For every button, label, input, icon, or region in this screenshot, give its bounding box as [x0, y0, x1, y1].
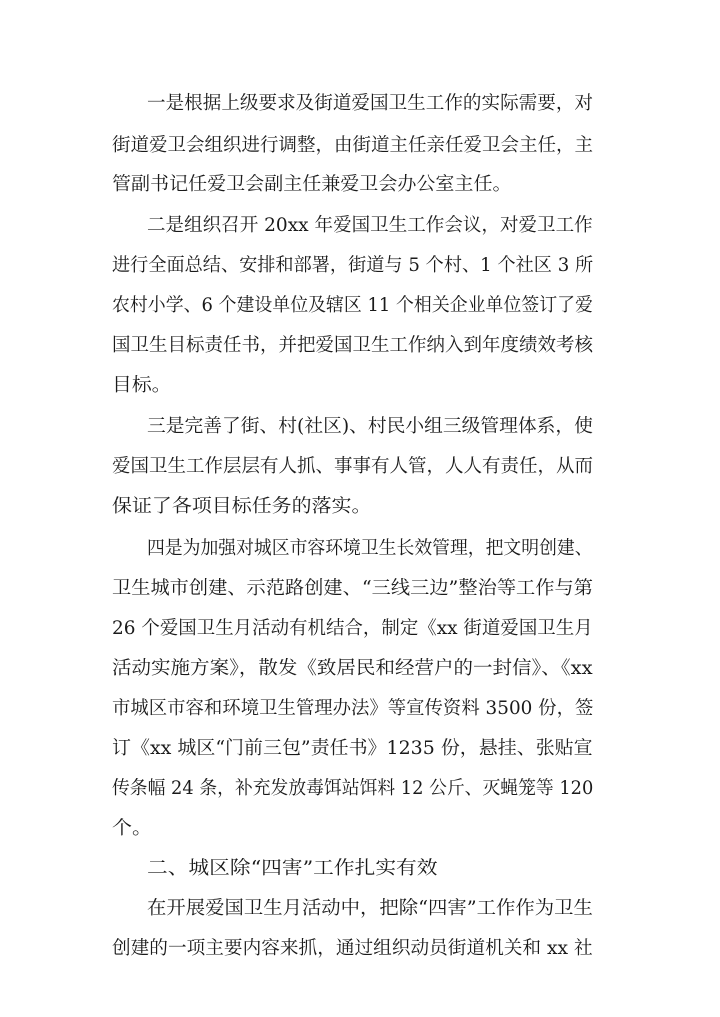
paragraph-1-line-3: 管副书记任爱卫会副主任兼爱卫会办公室主任。	[112, 174, 512, 195]
paragraph-2-line-4: 国卫生目标责任书，并把爱国卫生工作纳入到年度绩效考核	[112, 335, 594, 356]
paragraph-4-line-8: 个。	[112, 818, 153, 839]
paragraph-2-line-3: 农村小学、6 个建设单位及辖区 11 个相关企业单位签订了爱	[112, 295, 593, 316]
paragraph-1-line-2: 街道爱卫会组织进行调整，由街道主任亲任爱卫会主任，主	[112, 135, 594, 156]
paragraph-4-line-3: 26 个爱国卫生月活动有机结合，制定《xx 街道爱国卫生月	[112, 618, 593, 639]
paragraph-5-line-1: 在开展爱国卫生月活动中，把除“四害”工作作为卫生	[147, 898, 593, 919]
paragraph-4-line-7: 传条幅 24 条，补充发放毒饵站饵料 12 公斤、灭蝇笼等 120	[112, 778, 594, 799]
paragraph-2-line-2: 进行全面总结、安排和部署，街道与 5 个村、1 个社区 3 所	[112, 255, 594, 276]
paragraph-3-line-3: 保证了各项目标任务的落实。	[112, 496, 372, 517]
paragraph-5-line-2: 创建的一项主要内容来抓，通过组织动员街道机关和 xx 社	[112, 938, 593, 959]
paragraph-1-line-1: 一是根据上级要求及街道爱国卫生工作的实际需要，对	[147, 93, 594, 114]
paragraph-3-line-1: 三是完善了街、村(社区)、村民小组三级管理体系，使	[147, 416, 593, 437]
paragraph-4-line-6: 订《xx 城区“门前三包”责任书》1235 份，悬挂、张贴宣	[112, 738, 593, 759]
paragraph-4-line-1: 四是为加强对城区市容环境卫生长效管理，把文明创建、	[147, 538, 593, 559]
paragraph-3-line-2: 爱国卫生工作层层有人抓、事事有人管，人人有责任，从而	[112, 456, 594, 477]
paragraph-2-line-5: 目标。	[112, 375, 172, 396]
paragraph-2-line-1: 二是组织召开 20xx 年爱国卫生工作会议，对爱卫工作	[147, 215, 593, 236]
paragraph-4-line-5: 市城区市容和环境卫生管理办法》等宣传资料 3500 份，签	[112, 698, 594, 719]
section-heading: 二、城区除“四害”工作扎实有效	[147, 858, 438, 879]
paragraph-4-line-2: 卫生城市创建、示范路创建、“三线三边”整治等工作与第	[112, 578, 593, 599]
paragraph-4-line-4: 活动实施方案》，散发《致居民和经营户的一封信》、《xx	[112, 658, 593, 679]
